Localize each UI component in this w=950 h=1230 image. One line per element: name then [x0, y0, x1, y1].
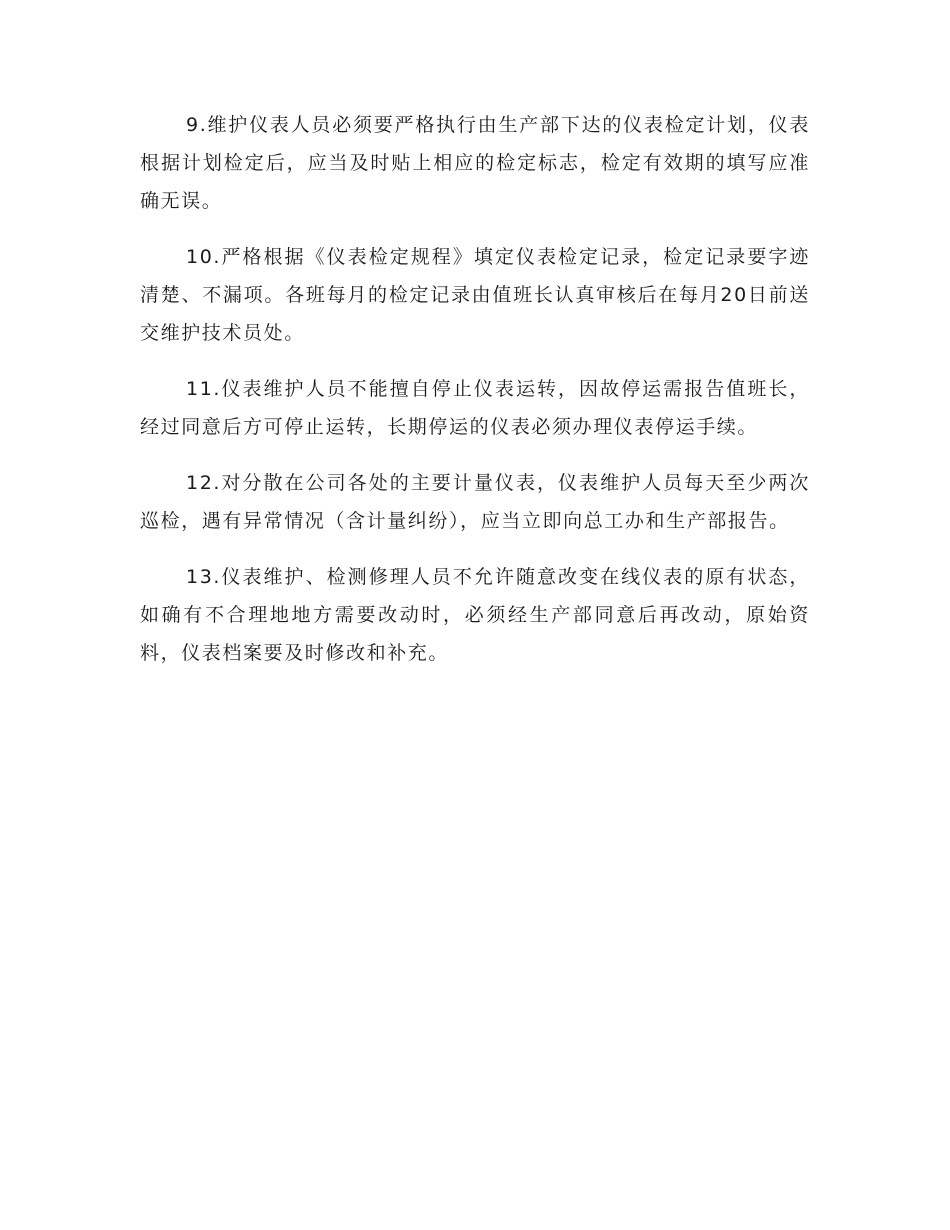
paragraph-item-9: 9.维护仪表人员必须要严格执行由生产部下达的仪表检定计划，仪表根据计划检定后，应当及时贴上相应的检定标志，检定有效期的填写应准确无误。: [140, 114, 810, 212]
paragraph-item-12: 12.对分散在公司各处的主要计量仪表，仪表维护人员每天至少两次巡检，遇有异常情况（含计量纠纷），应当立即向总工办和生产部报告。: [140, 472, 810, 532]
paragraph-item-13: 13.仪表维护、检测修理人员不允许随意改变在线仪表的原有状态，如确有不合理地地方需要改动时，必须经生产部同意后再改动，原始资料，仪表档案要及时修改和补充。: [140, 566, 810, 664]
document-body: [140, 106, 810, 690]
paragraph-item-11: 11.仪表维护人员不能擅自停止仪表运转，因故停运需报告值班长，经过同意后方可停止运转，长期停运的仪表必须办理仪表停运手续。: [140, 378, 810, 438]
paragraph-item-10: 10.严格根据《仪表检定规程》填定仪表检定记录，检定记录要字迹清楚、不漏项。各班每月的检定记录由值班长认真审核后在每月20日前送交维护技术员处。: [140, 246, 810, 344]
